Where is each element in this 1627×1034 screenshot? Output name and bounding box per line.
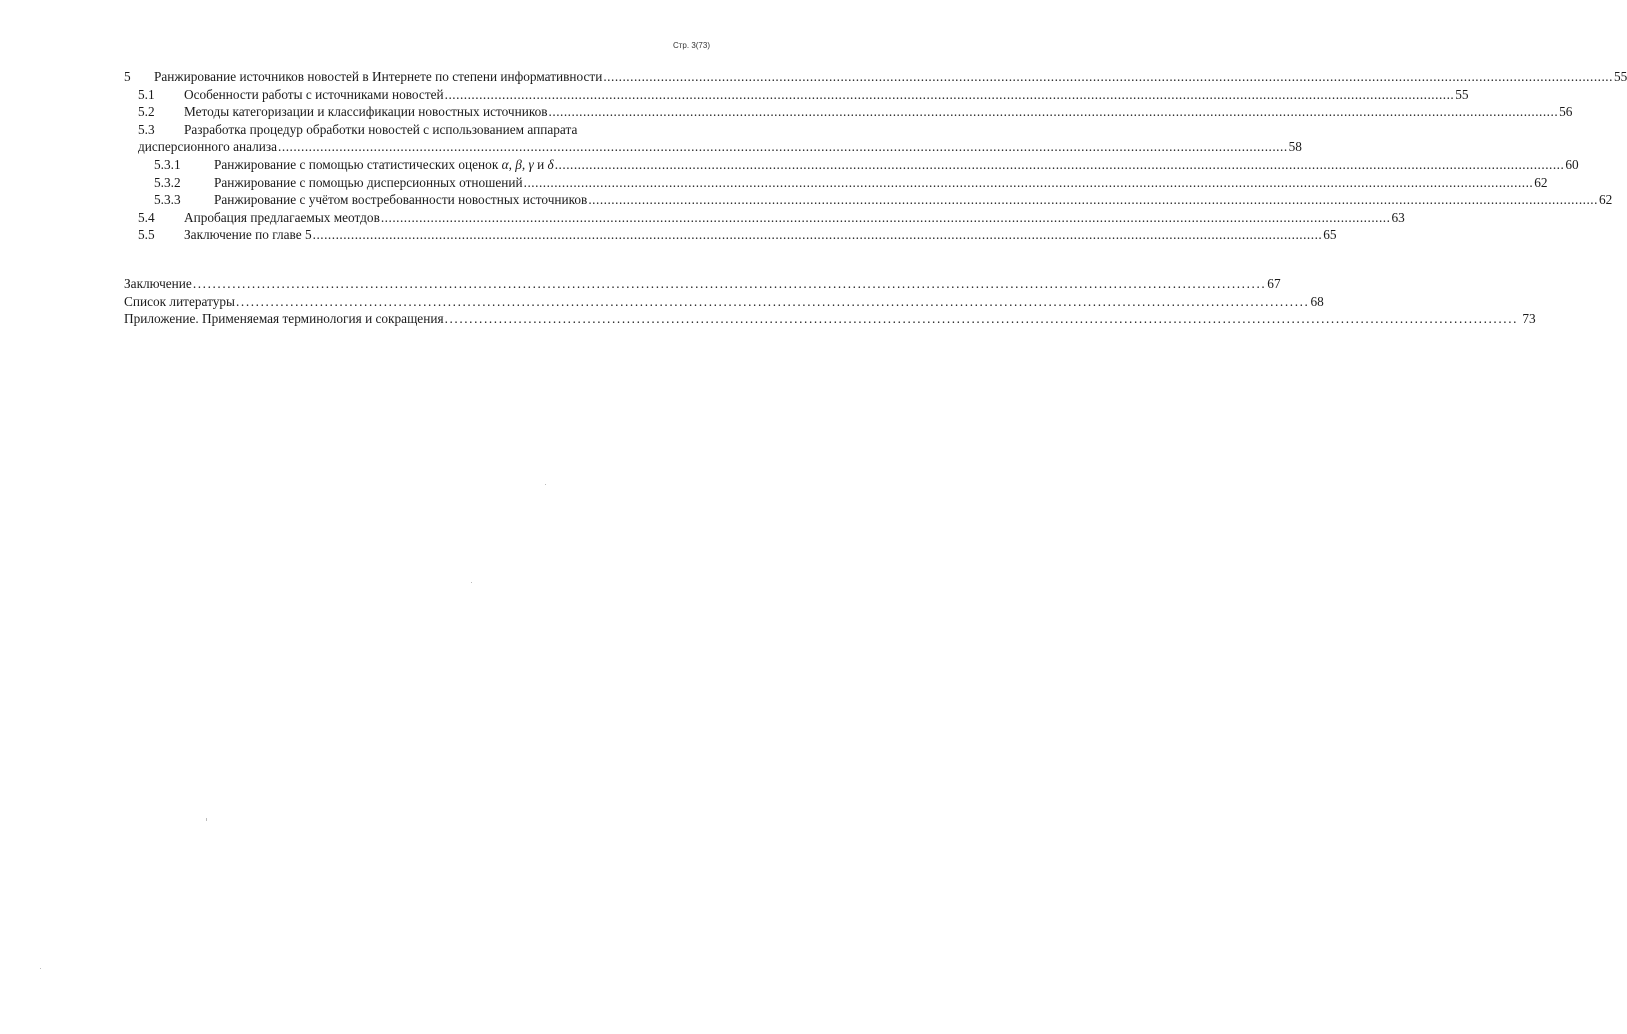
- toc-entry-title: Заключение по главе 5: [184, 227, 312, 243]
- toc-entry-title: Апробация предлагаемых меотдов: [184, 209, 380, 225]
- dot-leader: [313, 226, 1323, 244]
- dot-leader: [381, 209, 1391, 227]
- toc-entry-page: 56: [1559, 104, 1573, 120]
- scan-speck: [471, 582, 472, 583]
- toc-entry-appendix[interactable]: [124, 310, 1536, 328]
- dot-leader: [193, 275, 1266, 293]
- toc-entry-page: 62: [1598, 192, 1613, 208]
- dot-leader: [555, 156, 1565, 174]
- toc-entry-5-3-continued[interactable]: [124, 138, 1302, 156]
- toc-entry-title: Ранжирование с учётом востребованности новостных источников: [214, 192, 588, 208]
- toc-entry-title: Заключение: [124, 276, 192, 291]
- toc-entry-page: 58: [1288, 139, 1302, 155]
- dot-leader: [278, 138, 1288, 156]
- back-matter-list: [124, 275, 1536, 328]
- scan-speck: [206, 818, 207, 821]
- toc-entry-number: 5.4: [138, 209, 155, 225]
- toc-entry-number: 5.1: [138, 86, 155, 102]
- scan-speck: [545, 484, 546, 485]
- toc-entry-5-1[interactable]: [124, 86, 1469, 104]
- toc-entry-references[interactable]: [124, 293, 1324, 311]
- dot-leader: [603, 68, 1613, 86]
- toc-entry-title: Разработка процедур обработки новостей с использованием аппарата: [184, 121, 578, 137]
- toc-entry-page: 60: [1565, 156, 1579, 172]
- dot-leader: [588, 191, 1598, 209]
- toc-entry-number: 5.5: [138, 227, 155, 243]
- toc-entry-page: 62: [1534, 174, 1548, 190]
- toc-entry-5-5[interactable]: [124, 226, 1337, 244]
- toc-entry-page: 55: [1613, 69, 1627, 84]
- scan-speck: [40, 968, 41, 969]
- toc-entry-number: 5.3.1: [154, 156, 181, 172]
- toc-entry-title: Приложение. Применяемая терминология и сокращения: [124, 311, 444, 327]
- toc-entry-number: 5.3.3: [154, 192, 181, 208]
- toc-entry-number: 5.3: [138, 121, 155, 137]
- toc-entry-5-3-3[interactable]: [124, 191, 1613, 209]
- toc-entry-5-4[interactable]: [124, 209, 1405, 227]
- dot-leader: [524, 174, 1534, 192]
- toc-entry-page: 55: [1455, 86, 1469, 102]
- toc-entry-number: 5: [124, 69, 131, 84]
- toc-entry-5-3-1[interactable]: [124, 156, 1579, 174]
- toc-entry-title-continued: дисперсионного анализа: [138, 139, 278, 155]
- toc-entry-title: Особенности работы с источниками новостей: [184, 86, 444, 102]
- toc-entry-title-text: Ранжирование с помощью статистических оценок: [214, 156, 499, 172]
- toc-entry-page: 63: [1391, 209, 1405, 225]
- toc-entry-title: Ранжирование с помощью дисперсионных отношений: [214, 174, 523, 190]
- toc-entry-title: Ранжирование источников новостей в Интернете по степени информативности: [154, 69, 603, 84]
- toc-entry-page: 67: [1267, 276, 1281, 291]
- toc-entry-conclusion[interactable]: [124, 275, 1281, 293]
- dot-leader: [549, 103, 1559, 121]
- toc-entry-page: 73: [1519, 311, 1536, 327]
- toc-entry-title: [214, 156, 554, 174]
- toc-entry-number: 5.3.2: [154, 174, 181, 190]
- dot-leader: [236, 293, 1309, 311]
- greek-symbol-delta: δ: [547, 156, 554, 172]
- toc-entry-5-3[interactable]: [124, 121, 712, 139]
- toc-entry-title: Методы категоризации и классификации новостных источников: [184, 104, 548, 120]
- greek-symbols: α, β, γ: [501, 156, 534, 172]
- greek-conjunction: и: [537, 156, 545, 172]
- toc-entry-page: 68: [1310, 293, 1324, 309]
- toc-entry-5-3-2[interactable]: [124, 174, 1548, 192]
- table-of-contents: [124, 68, 1627, 244]
- dot-leader: [445, 310, 1518, 328]
- toc-entry-5[interactable]: [124, 68, 1627, 86]
- page-number-header: Стр. 3(73): [672, 41, 710, 50]
- dot-leader: [445, 86, 1455, 104]
- toc-entry-5-2[interactable]: [124, 103, 1573, 121]
- toc-entry-title: Список литературы: [124, 293, 235, 309]
- toc-entry-number: 5.2: [138, 104, 155, 120]
- toc-entry-page: 65: [1323, 227, 1337, 243]
